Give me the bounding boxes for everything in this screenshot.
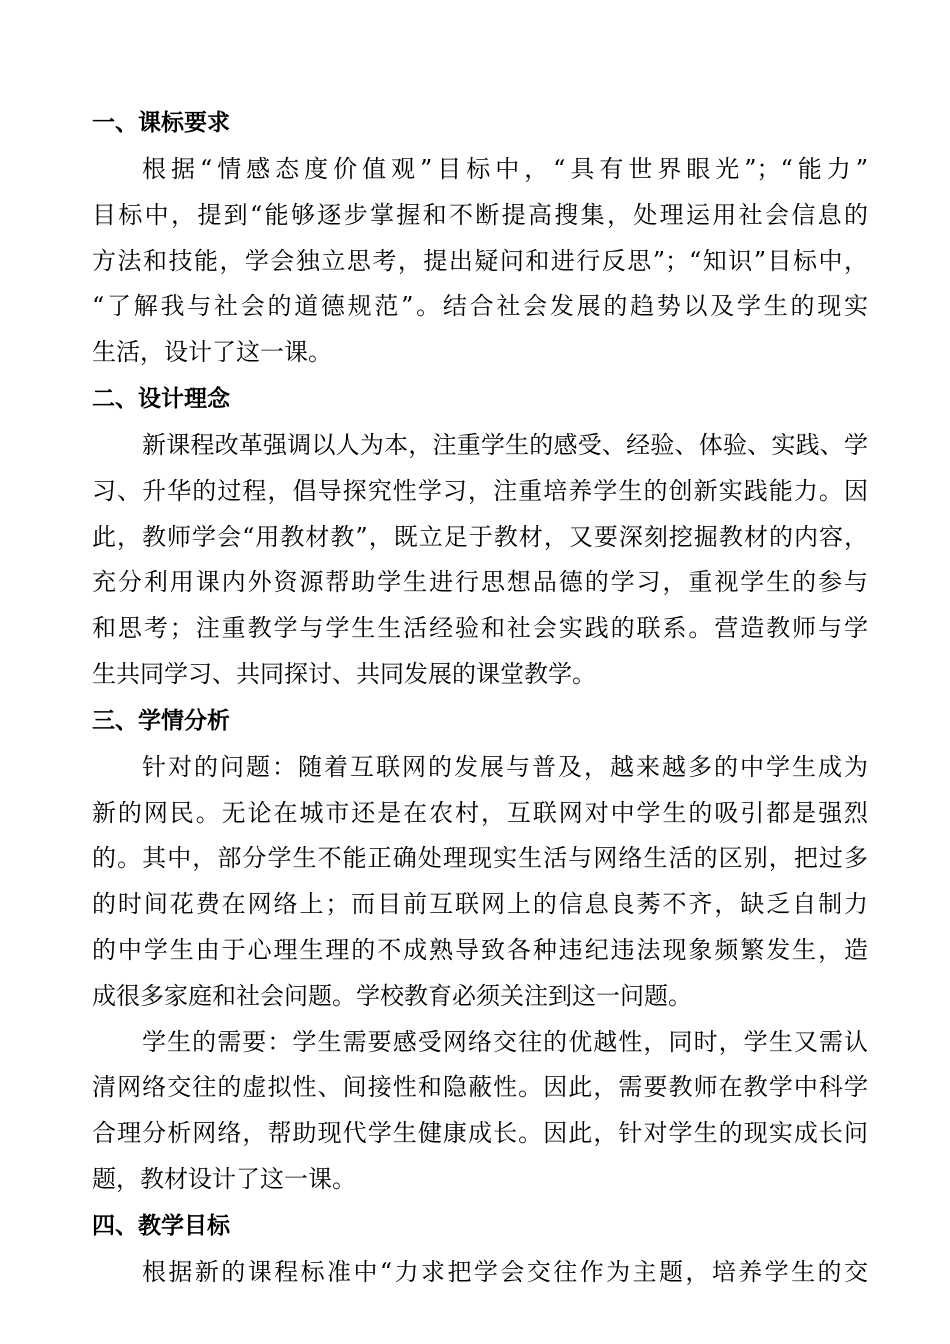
paragraph	[92, 1250, 868, 1296]
paragraph	[92, 1020, 868, 1203]
text-line: 的时间花费在网络上；而目前互联网上的信息良莠不齐，缺乏自制力	[92, 890, 868, 919]
text-line: 合理分析网络，帮助现代学生健康成长。因此，针对学生的现实成长问	[92, 1119, 868, 1148]
section-learner-analysis	[92, 698, 868, 1203]
section-design-concept	[92, 376, 868, 698]
section-teaching-objectives	[92, 1203, 868, 1296]
text-line: 针对的问题：随着互联网的发展与普及，越来越多的中学生成为	[142, 752, 868, 781]
text-line: 根据新的课程标准中“力求把学会交往作为主题，培养学生的交	[142, 1257, 868, 1286]
text-line: 新的网民。无论在城市还是在农村，互联网对中学生的吸引都是强烈	[92, 798, 868, 827]
paragraph	[92, 147, 868, 376]
text-line: 学生的需要：学生需要感受网络交往的优越性，同时，学生又需认	[142, 1027, 868, 1056]
paragraph	[92, 423, 868, 698]
paragraph	[92, 745, 868, 1020]
text-line: 生活，设计了这一课。	[92, 338, 332, 367]
section-heading: 二、设计理念	[92, 385, 230, 412]
text-line: 目标中，提到“能够逐步掌握和不断提高搜集，处理运用社会信息的	[92, 200, 868, 229]
text-line: 此，教师学会“用教材教”，既立足于教材，又要深刻挖掘教材的内容，	[92, 522, 868, 551]
document-page	[92, 100, 868, 1296]
text-line: 习、升华的过程，倡导探究性学习，注重培养学生的创新实践能力。因	[92, 476, 868, 505]
text-line: 的中学生由于心理生理的不成熟导致各种违纪违法现象频繁发生，造	[92, 935, 868, 964]
text-line: 根据“情感态度价值观”目标中，“具有世界眼光”；“能力”	[142, 155, 868, 183]
text-line: 方法和技能，学会独立思考，提出疑问和进行反思”；“知识”目标中，	[92, 246, 868, 275]
text-line: 成很多家庭和社会问题。学校教育必须关注到这一问题。	[92, 981, 692, 1010]
text-line: 充分利用课内外资源帮助学生进行思想品德的学习，重视学生的参与	[92, 568, 868, 597]
section-heading: 三、学情分析	[92, 707, 230, 734]
section-curriculum-requirements	[92, 100, 868, 376]
text-line: 清网络交往的虚拟性、间接性和隐蔽性。因此，需要教师在教学中科学	[92, 1073, 868, 1102]
text-line: 的。其中，部分学生不能正确处理现实生活与网络生活的区别，把过多	[92, 844, 868, 873]
text-line: 生共同学习、共同探讨、共同发展的课堂教学。	[92, 659, 596, 688]
text-line: 题，教材设计了这一课。	[92, 1164, 356, 1193]
section-heading: 一、课标要求	[92, 110, 230, 136]
section-heading: 四、教学目标	[92, 1212, 230, 1239]
text-line: 和思考；注重教学与学生生活经验和社会实践的联系。营造教师与学	[92, 614, 868, 643]
text-line: 新课程改革强调以人为本，注重学生的感受、经验、体验、实践、学	[142, 430, 868, 459]
text-line: “了解我与社会的道德规范”。结合社会发展的趋势以及学生的现实	[92, 292, 868, 321]
